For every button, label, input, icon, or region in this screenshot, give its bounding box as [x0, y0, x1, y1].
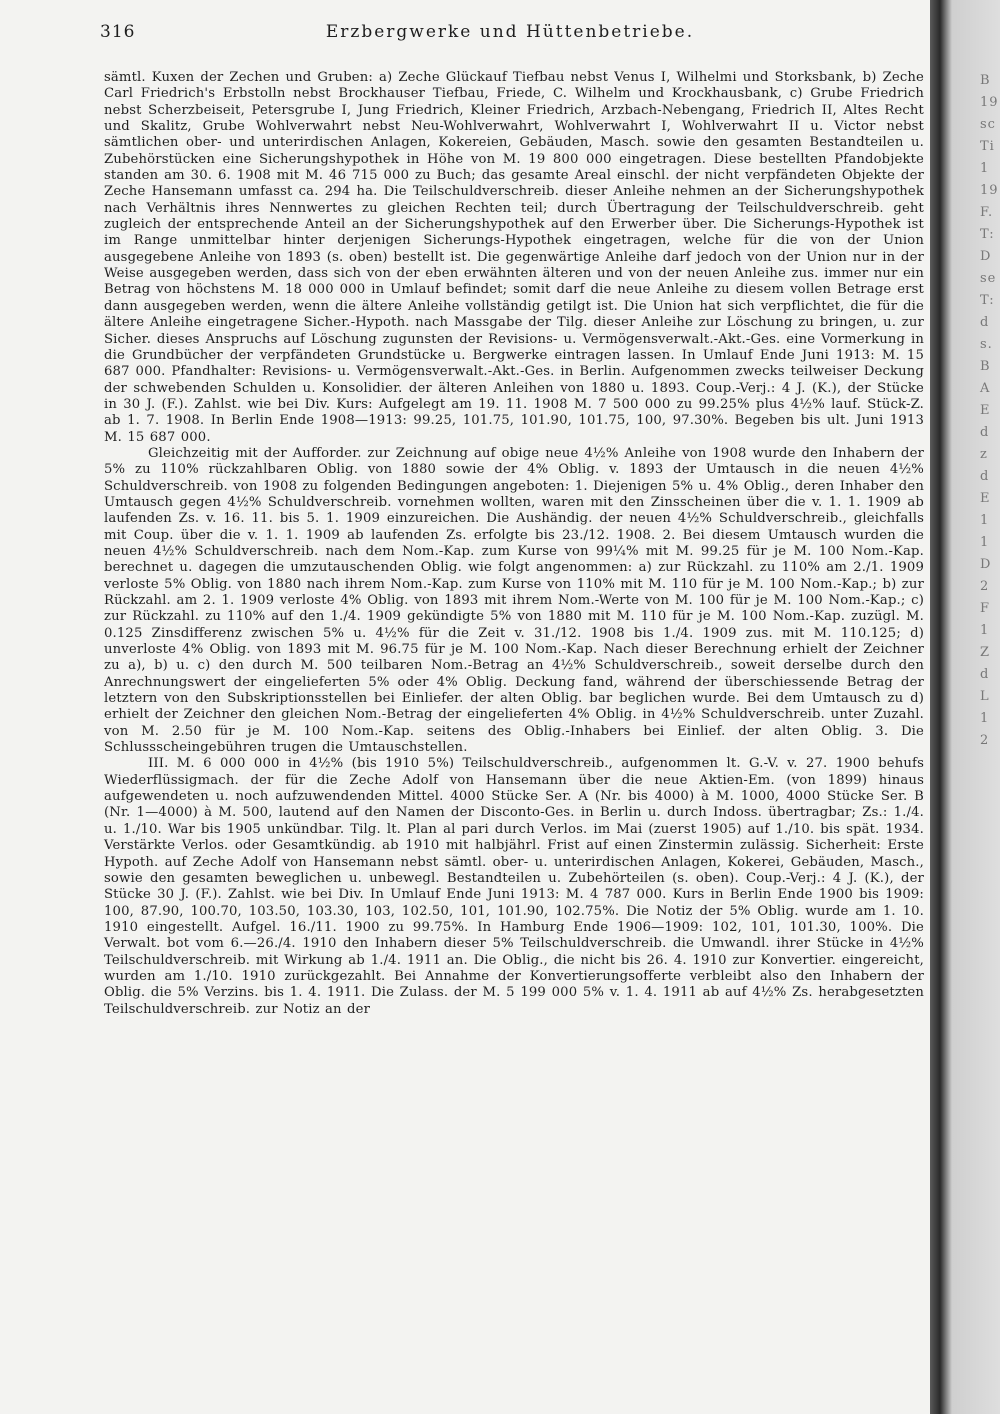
facing-page-edge-text: B 19 sc Ti 1 19 F. T: D se T: d s. B A E d z d E 1 1 D 2 F 1 Z d L 1 2 [980, 73, 999, 748]
page-number: 316 [100, 22, 136, 42]
body-text [104, 70, 924, 1018]
running-title: Erzbergwerke und Hüttenbetriebe. [325, 22, 695, 42]
paragraph-1: sämtl. Kuxen der Zechen und Gruben: a) Zeche Glückauf Tiefbau nebst Venus I, Wilhelmi und Storksbank, b) Zeche Carl Friedrich's Erbstolln nebst Brockhauser Tiefbau, Friede, C. Wilhelm und Krockhausbank, c) Grube Friedrich nebst Scherzbeiseit, Petersgrube I, Jung Friedrich, Kleiner Friedrich, Arzbach-Nebengang, Friedrich II, Altes Recht und Skalitz, Grube Wohlverwahrt nebst Neu-Wohlverwahrt, Wohlverwahrt I, Wohlverwahrt II u. Victor nebst sämtlichen ober- und unterirdischen Anlagen, Kokereien, Gebäuden, Masch. sowie den gesamten Bestandteilen u. Zubehörstücken eine Sicherungshypothek in Höhe von M. 19 800 000 eingetragen. Diese bestellten Pfandobjekte standen am 30. 6. 1908 mit M. 46 715 000 zu Buch; das gesamte Areal einschl. der nicht verpfändeten Objekte der Zeche Hansemann umfasst ca. 294 ha. Die Teilschuldverschreib. dieser Anleihe nehmen an der Sicherungshypothek nach Verhältnis ihres Nennwertes zu gleichen Rechten teil; durch Übertragung der Teilschuldverschreib. geht zugleich der entsprechende Anteil an der Sicherungshypothek auf den Erwerber über. Die Sicherungs-Hypothek ist im Range unmittelbar hinter derjenigen Sicherungs-Hypothek eingetragen, welche für die von der Union ausgegebene Anleihe von 1893 (s. oben) bestellt ist. Die gegenwärtige Anleihe darf jedoch von der Union nur in der Weise ausgegeben werden, dass sich von der eben erwähnten älteren und von der neuen Anleihe zus. immer nur ein Betrag von höchstens M. 18 000 000 in Umlauf befindet; somit darf die neue Anleihe zu diesem vollen Betrage erst dann ausgegeben werden, wenn die ältere Anleihe vollständig getilgt ist. Die Union hat sich verpflichtet, die für die ältere Anleihe eingetragene Sicher.-Hypoth. nach Massgabe der Tilg. dieser Anleihe zur Löschung zu bringen, u. zur Sicher. dieses Anspruchs auf Löschung zugunsten der Revisions- u. Vermögensverwalt.-Akt.-Ges. eine Vormerkung in die Grundbücher der verpfändeten Grundstücke u. Bergwerke eintragen lassen. In Umlauf Ende Juni 1913: M. 15 687 000. Pfandhalter: Revisions- u. Vermögensverwalt.-Akt.-Ges. in Berlin. Aufgenommen zwecks teilweiser Deckung der schwebenden Schulden u. Konsolidier. der älteren Anleihen von 1880 u. 1893. Coup.-Verj.: 4 J. (K.), der Stücke in 30 J. (F.). Zahlst. wie bei Div. Kurs: Aufgelegt am 19. 11. 1908 M. 7 500 000 zu 99.25% plus 4½% lauf. Stück-Z. ab 1. 7. 1908. In Berlin Ende 1908—1913: 99.25, 101.75, 101.90, 101.75, 100, 97.30%. Begeben bis ult. Juni 1913 M. 15 687 000. [104, 70, 924, 445]
paragraph-2: Gleichzeitig mit der Aufforder. zur Zeichnung auf obige neue 4½% Anleihe von 1908 wurde den Inhabern der 5% zu 110% rückzahlbaren Oblig. von 1880 sowie der 4% Oblig. v. 1893 der Umtausch in die neuen 4½% Schuldverschreib. von 1908 zu folgenden Bedingungen angeboten: 1. Diejenigen 5% u. 4% Oblig., deren Inhaber den Umtausch gegen 4½% Schuldverschreib. vornehmen wollten, waren mit den Zinsscheinen über die v. 1. 1. 1909 ab laufenden Zs. v. 16. 11. bis 5. 1. 1909 einzureichen. Die Aushändig. der neuen 4½% Schuldverschreib., gleichfalls mit Coup. über die v. 1. 1. 1909 ab laufenden Zs. erfolgte bis 23./12. 1908. 2. Bei diesem Umtausch wurden die neuen 4½% Schuldverschreib. nach dem Nom.-Kap. zum Kurse von 99¼% mit M. 99.25 für je M. 100 Nom.-Kap. berechnet u. dagegen die umzutauschenden Oblig. wie folgt angenommen: a) zur Rückzahl. zu 110% am 2./1. 1909 verloste 5% Oblig. von 1880 nach ihrem Nom.-Kap. zum Kurse von 110% mit M. 110 für je M. 100 Nom.-Kap.; b) zur Rückzahl. am 2. 1. 1909 verloste 4% Oblig. von 1893 mit ihrem Nom.-Werte von M. 100 für je M. 100 Nom.-Kap.; c) zur Rückzahl. zu 110% auf den 1./4. 1909 gekündigte 5% von 1880 mit M. 110 für je M. 100 Nom.-Kap. zuzügl. M. 0.125 Zinsdifferenz zwischen 5% u. 4½% für die Zeit v. 31./12. 1908 bis 1./4. 1909 zus. mit M. 110.125; d) unverloste 4% Oblig. von 1893 mit M. 96.75 für je M. 100 Nom.-Kap. Nach dieser Berechnung erhielt der Zeichner zu a), b) u. c) den durch M. 500 teilbaren Nom.-Betrag an 4½% Schuldverschreib., soweit derselbe durch den Anrechnungswert der eingelieferten 5% oder 4% Oblig. Deckung fand, während der überschiessende Betrag der letztern von den Subskriptionsstellen bei Einliefer. der alten Oblig. bar beglichen wurde. Bei dem Umtausch zu d) erhielt der Zeichner den gleichen Nom.-Betrag der eingelieferten 4% Oblig. in 4½% Schuldverschreib. unter Zuzahl. von M. 2.50 für je M. 100 Nom.-Kap. seitens des Oblig.-Inhabers bei Einlief. der alten Oblig. 3. Die Schlussscheingebühren trugen die Umtauschstellen. [104, 445, 924, 756]
book-gutter [930, 0, 1000, 1414]
paragraph-3: III. M. 6 000 000 in 4½% (bis 1910 5%) Teilschuldverschreib., aufgenommen lt. G.-V. v. 27. 1900 behufs Wiederflüssigmach. der für die Zeche Adolf von Hansemann über die neue Aktien-Em. (von 1899) hinaus aufgewendeten u. noch aufzuwendenden Mittel. 4000 Stücke Ser. A (Nr. bis 4000) à M. 1000, 4000 Stücke Ser. B (Nr. 1—4000) à M. 500, lautend auf den Namen der Disconto-Ges. in Berlin u. durch Indoss. übertragbar; Zs.: 1./4. u. 1./10. War bis 1905 unkündbar. Tilg. lt. Plan al pari durch Verlos. im Mai (zuerst 1905) auf 1./10. bis spät. 1934. Verstärkte Verlos. oder Gesamtkündig. ab 1910 mit halbjährl. Frist auf einen Zinstermin zulässig. Sicherheit: Erste Hypoth. auf Zeche Adolf von Hansemann nebst sämtl. ober- u. unterirdischen Anlagen, Kokerei, Gebäuden, Masch., sowie den gesamten beweglichen u. unbewegl. Bestandteilen u. Zubehörteilen (s. oben). Coup.-Verj.: 4 J. (K.), der Stücke 30 J. (F.). Zahlst. wie bei Div. In Umlauf Ende Juni 1913: M. 4 787 000. Kurs in Berlin Ende 1900 bis 1909: 100, 87.90, 100.70, 103.50, 103.30, 103, 102.50, 101, 101.90, 102.75%. Die Notiz der 5% Oblig. wurde am 1. 10. 1910 eingestellt. Aufgel. 16./11. 1900 zu 99.75%. In Hamburg Ende 1906—1909: 102, 101, 101.30, 100%. Die Verwalt. bot vom 6.—26./4. 1910 den Inhabern dieser 5% Teilschuldverschreib. die Umwandl. ihrer Stücke in 4½% Teilschuldverschreib. mit Wirkung ab 1./4. 1911 an. Die Oblig., die nicht bis 26. 4. 1910 zur Konvertier. eingereicht, wurden am 1./10. 1910 zurückgezahlt. Bei Annahme der Konvertierungsofferte verbleibt also den Inhabern der Oblig. die 5% Verzins. bis 1. 4. 1911. Die Zulass. der M. 5 199 000 5% v. 1. 4. 1911 ab auf 4½% Zs. herabgesetzten Teilschuldverschreib. zur Notiz an der [104, 756, 924, 1017]
page-header [100, 22, 920, 46]
